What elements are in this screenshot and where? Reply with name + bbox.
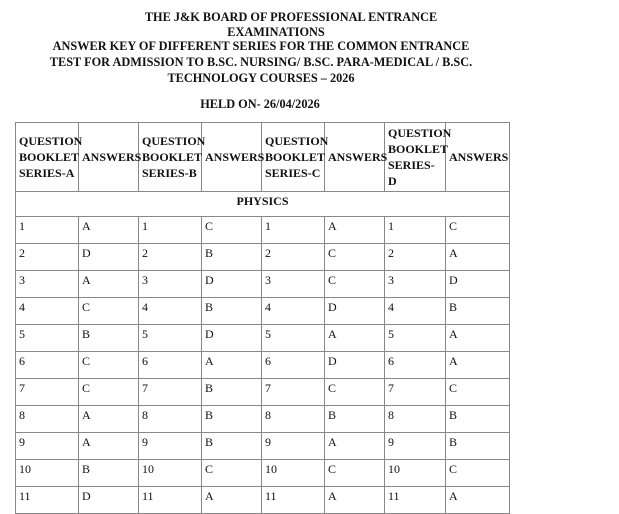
- booklet-series-header: QUESTION BOOKLET SERIES-C: [262, 123, 325, 192]
- answer-cell: D: [446, 271, 510, 298]
- answer-cell: D: [202, 271, 262, 298]
- question-number-cell: 4: [16, 298, 79, 325]
- question-number-cell: 6: [16, 352, 79, 379]
- answer-cell: A: [446, 244, 510, 271]
- table-header-row: [16, 123, 510, 192]
- question-number-cell: 8: [139, 406, 202, 433]
- answer-cell: A: [79, 271, 139, 298]
- question-number-cell: 7: [139, 379, 202, 406]
- answer-cell: A: [202, 487, 262, 514]
- answer-cell: A: [202, 352, 262, 379]
- answer-cell: A: [325, 325, 385, 352]
- question-number-cell: 7: [385, 379, 446, 406]
- answer-cell: C: [446, 460, 510, 487]
- question-number-cell: 8: [262, 406, 325, 433]
- answer-cell: C: [325, 244, 385, 271]
- question-number-cell: 10: [16, 460, 79, 487]
- question-number-cell: 11: [139, 487, 202, 514]
- answer-cell: B: [202, 298, 262, 325]
- table-row: [16, 379, 510, 406]
- answers-header: ANSWERS: [79, 123, 139, 192]
- title-line-3: ANSWER KEY OF DIFFERENT SERIES FOR THE COMMON ENTRANCE: [52, 39, 470, 53]
- question-number-cell: 5: [262, 325, 325, 352]
- booklet-series-header: QUESTION BOOKLET SERIES-D: [385, 123, 446, 192]
- question-number-cell: 5: [385, 325, 446, 352]
- answer-cell: A: [79, 406, 139, 433]
- table-row: [16, 406, 510, 433]
- answer-key-table: [15, 122, 510, 514]
- booklet-series-header: QUESTION BOOKLET SERIES-B: [139, 123, 202, 192]
- answer-cell: B: [446, 433, 510, 460]
- question-number-cell: 1: [262, 217, 325, 244]
- answer-cell: C: [202, 217, 262, 244]
- question-number-cell: 3: [16, 271, 79, 298]
- answer-cell: B: [202, 244, 262, 271]
- answer-cell: A: [325, 217, 385, 244]
- section-physics: PHYSICS: [16, 192, 510, 217]
- answer-cell: C: [325, 460, 385, 487]
- answer-cell: A: [446, 325, 510, 352]
- question-number-cell: 9: [139, 433, 202, 460]
- answer-cell: D: [202, 325, 262, 352]
- answer-cell: A: [79, 217, 139, 244]
- table-row: [16, 325, 510, 352]
- answer-cell: A: [79, 433, 139, 460]
- question-number-cell: 4: [262, 298, 325, 325]
- question-number-cell: 9: [16, 433, 79, 460]
- answer-cell: D: [79, 487, 139, 514]
- table-row: [16, 460, 510, 487]
- question-number-cell: 2: [139, 244, 202, 271]
- question-number-cell: 11: [385, 487, 446, 514]
- answer-cell: B: [325, 406, 385, 433]
- answer-cell: A: [446, 487, 510, 514]
- question-number-cell: 6: [139, 352, 202, 379]
- answer-cell: C: [79, 352, 139, 379]
- question-number-cell: 1: [139, 217, 202, 244]
- answers-header: ANSWERS: [202, 123, 262, 192]
- answer-cell: D: [325, 352, 385, 379]
- table-row: [16, 217, 510, 244]
- question-number-cell: 11: [16, 487, 79, 514]
- answer-cell: B: [202, 406, 262, 433]
- answer-cell: B: [79, 460, 139, 487]
- question-number-cell: 3: [262, 271, 325, 298]
- table-row: [16, 352, 510, 379]
- question-number-cell: 1: [385, 217, 446, 244]
- question-number-cell: 5: [16, 325, 79, 352]
- question-number-cell: 2: [16, 244, 79, 271]
- question-number-cell: 8: [385, 406, 446, 433]
- answer-cell: B: [446, 298, 510, 325]
- title-line-2: EXAMINATIONS: [227, 25, 325, 39]
- question-number-cell: 4: [139, 298, 202, 325]
- question-number-cell: 7: [16, 379, 79, 406]
- answer-cell: C: [446, 379, 510, 406]
- answer-cell: C: [325, 271, 385, 298]
- question-number-cell: 9: [385, 433, 446, 460]
- answer-cell: B: [79, 325, 139, 352]
- answer-cell: A: [446, 352, 510, 379]
- table-row: [16, 244, 510, 271]
- answer-cell: B: [202, 379, 262, 406]
- answer-cell: B: [202, 433, 262, 460]
- held-on-date: HELD ON- 26/04/2026: [200, 97, 320, 111]
- question-number-cell: 1: [16, 217, 79, 244]
- table-row: [16, 271, 510, 298]
- answer-cell: D: [79, 244, 139, 271]
- question-number-cell: 6: [385, 352, 446, 379]
- question-number-cell: 3: [139, 271, 202, 298]
- question-number-cell: 2: [262, 244, 325, 271]
- answers-header: ANSWERS: [446, 123, 510, 192]
- booklet-series-header: QUESTION BOOKLET SERIES-A: [16, 123, 79, 192]
- answer-cell: C: [446, 217, 510, 244]
- question-number-cell: 4: [385, 298, 446, 325]
- table-row: [16, 433, 510, 460]
- answer-cell: D: [325, 298, 385, 325]
- answers-header: ANSWERS: [325, 123, 385, 192]
- answer-cell: C: [325, 379, 385, 406]
- question-number-cell: 9: [262, 433, 325, 460]
- question-number-cell: 10: [385, 460, 446, 487]
- question-number-cell: 6: [262, 352, 325, 379]
- question-number-cell: 2: [385, 244, 446, 271]
- answer-cell: C: [79, 379, 139, 406]
- answer-cell: B: [446, 406, 510, 433]
- title-line-4: TEST FOR ADMISSION TO B.SC. NURSING/ B.SC. PARA-MEDICAL / B.SC.: [49, 55, 473, 69]
- answer-cell: C: [202, 460, 262, 487]
- question-number-cell: 5: [139, 325, 202, 352]
- answer-cell: C: [79, 298, 139, 325]
- question-number-cell: 11: [262, 487, 325, 514]
- question-number-cell: 7: [262, 379, 325, 406]
- table-row: [16, 487, 510, 514]
- title-line-5: TECHNOLOGY COURSES – 2026: [167, 71, 355, 85]
- title-line-1: THE J&K BOARD OF PROFESSIONAL ENTRANCE: [144, 10, 438, 24]
- answer-cell: A: [325, 433, 385, 460]
- question-number-cell: 3: [385, 271, 446, 298]
- answer-cell: A: [325, 487, 385, 514]
- question-number-cell: 10: [262, 460, 325, 487]
- question-number-cell: 8: [16, 406, 79, 433]
- table-row: [16, 298, 510, 325]
- question-number-cell: 10: [139, 460, 202, 487]
